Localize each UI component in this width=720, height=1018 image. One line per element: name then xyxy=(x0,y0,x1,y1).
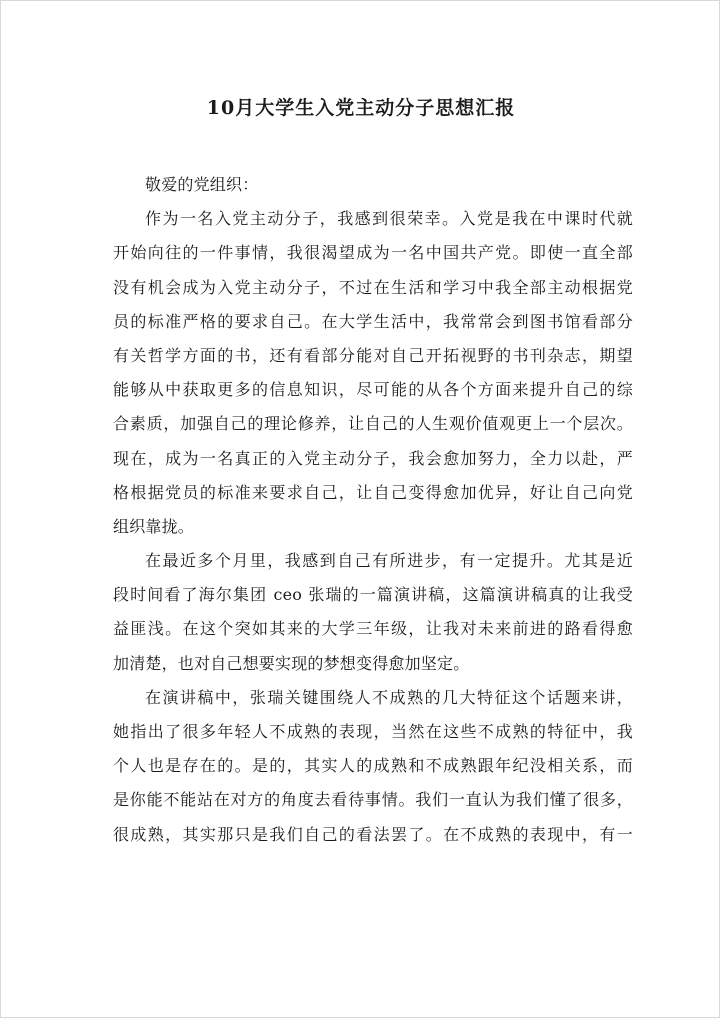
paragraph-line: 能够从中获取更多的信息知识，尽可能的从各个方面来提升自己的综 xyxy=(113,380,633,400)
paragraph-line: 在最近多个月里，我感到自己有所进步，有一定提升。尤其是近 xyxy=(145,551,633,571)
paragraph-line: 很成熟，其实那只是我们自己的看法罢了。在不成熟的表现中，有一 xyxy=(113,824,633,844)
paragraph-line: 加清楚，也对自己想要实现的梦想变得愈加坚定。 xyxy=(113,653,470,673)
paragraph-line: 个人也是存在的。是的，其实人的成熟和不成熟跟年纪没相关系，而 xyxy=(113,756,633,776)
salutation: 敬爱的党组织： xyxy=(145,175,259,194)
paragraph-line: 开始向往的一件事情，我很渴望成为一名中国共产党。即使一直全部 xyxy=(113,243,633,263)
document-body xyxy=(113,168,633,852)
paragraph-line: 组织靠拢。 xyxy=(113,516,195,536)
paragraph-line: 有关哲学方面的书，还有看部分能对自己开拓视野的书刊杂志，期望 xyxy=(113,345,633,365)
paragraph-line: 没有机会成为入党主动分子，不过在生活和学习中我全部主动根据党 xyxy=(113,277,633,297)
paragraph-line: 是你能不能站在对方的角度去看待事情。我们一直认为我们懂了很多， xyxy=(113,790,633,810)
paragraph-line: 合素质，加强自己的理论修养，让自己的人生观价值观更上一个层次。 xyxy=(113,414,633,434)
paragraph-line: 在演讲稿中，张瑞关键围绕人不成熟的几大特征这个话题来讲， xyxy=(145,687,633,707)
paragraph-line: 段时间看了海尔集团 ceo 张瑞的一篇演讲稿，这篇演讲稿真的让我受 xyxy=(113,585,633,605)
paragraph-line: 作为一名入党主动分子，我感到很荣幸。入党是我在中课时代就 xyxy=(145,209,633,229)
paragraph-line: 格根据党员的标准来要求自己，让自己变得愈加优异，好让自己向党 xyxy=(113,482,633,502)
paragraph-line: 现在，成为一名真正的入党主动分子，我会愈加努力，全力以赴，严 xyxy=(113,448,633,468)
paragraph-line: 她指出了很多年轻人不成熟的表现，当然在这些不成熟的特征中，我 xyxy=(113,722,633,741)
paragraph-line: 员的标准严格的要求自己。在大学生活中，我常常会到图书馆看部分 xyxy=(113,311,633,331)
document-title: 10月大学生入党主动分子思想汇报 xyxy=(206,97,516,119)
paragraph-line: 益匪浅。在这个突如其来的大学三年级，让我对未来前进的路看得愈 xyxy=(113,619,633,639)
